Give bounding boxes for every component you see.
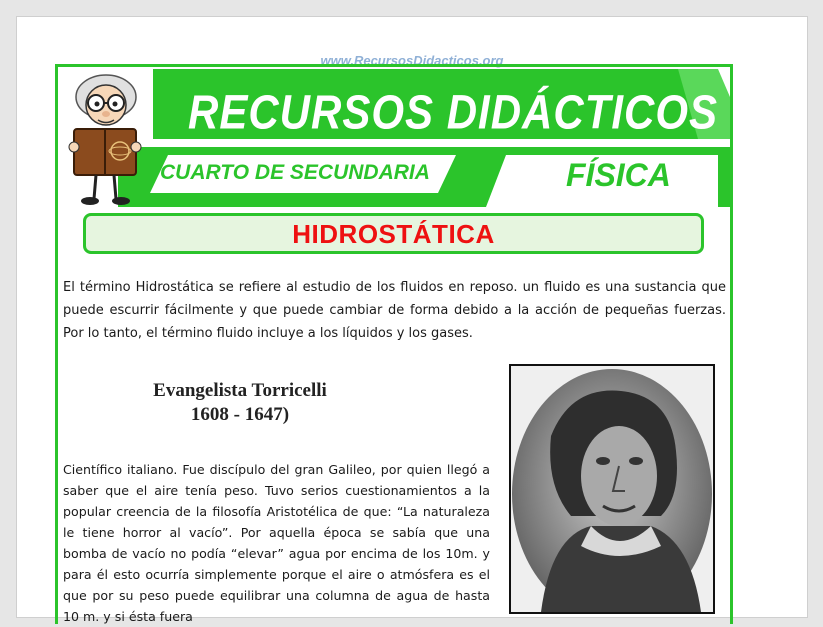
portrait-image <box>511 366 713 612</box>
torricelli-portrait <box>509 364 715 614</box>
professor-mascot-icon <box>58 67 158 207</box>
banner-subject: FÍSICA <box>566 157 671 193</box>
biography-paragraph: Científico italiano. Fue discípulo del gran Galileo, por quien llegó a saber que el aire tenía peso. Tuvo serios cuestionamientos a la popular creencia de la filosofía Aristotélica de que: “La naturaleza le tiene horror al vacío”. Por aquella época se sabía que una bomba de vacío no podía “elevar” agua por encima de los 10m. y para él esto ocurría simplemente porque el aire o atmósfera es el que por su peso puede equilibrar una columna de agua de hasta 10 m. y si ésta fuera <box>63 462 490 624</box>
topic-title-box <box>83 213 704 254</box>
biography-years: 1608 - 1647) <box>190 404 290 425</box>
header-banner <box>58 67 730 207</box>
biography-heading <box>120 379 360 427</box>
topic-title: HIDROSTÁTICA <box>292 219 495 249</box>
intro-paragraph: El término Hidrostática se refiere al estudio de los fluidos en reposo. un fluido es una sustancia que puede escurrir fácilmente y que puede cambiar de forma debido a la acción de pequeñas fuerzas. Por lo tanto, el término fluido incluye a los líquidos y los gases. <box>63 280 726 341</box>
banner-title: RECURSOS DIDÁCTICOS <box>188 85 719 140</box>
banner-grade: CUARTO DE SECUNDARIA <box>160 161 430 184</box>
site-url: www.RecursosDidacticos.org <box>320 53 504 68</box>
biography-name: Evangelista Torricelli <box>153 380 327 401</box>
